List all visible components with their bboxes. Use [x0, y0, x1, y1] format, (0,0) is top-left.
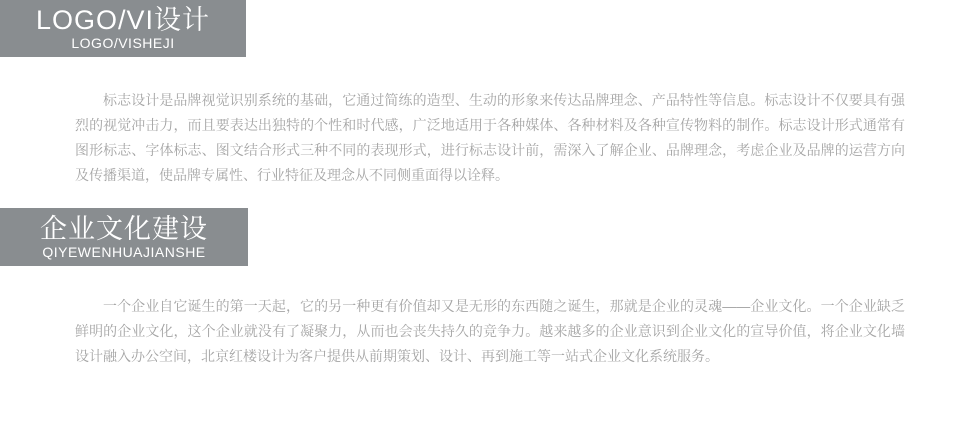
- section-subtitle-pinyin: LOGO/VISHEJI: [71, 35, 175, 51]
- section-paragraph: 一个企业自它诞生的第一天起，它的另一种更有价值却又是无形的东西随之诞生，那就是企业的灵魂——企业文化。一个企业缺乏鲜明的企业文化，这个企业就没有了凝聚力，从而也会丧失持久的竞争力。越来越多的企业意识到企业文化的宣导价值，将企业文化墙设计融入办公空间，北京红楼设计为客户提供从前期策划、设计、再到施工等一站式企业文化系统服务。: [75, 298, 905, 364]
- section-paragraph: 标志设计是品牌视觉识别系统的基础，它通过简练的造型、生动的形象来传达品牌理念、产品特性等信息。标志设计不仅要具有强烈的视觉冲击力，而且要表达出独特的个性和时代感，广泛地适用于各种媒体、各种材料及各种宣传物料的制作。标志设计形式通常有图形标志、字体标志、图文结合形式三种不同的表现形式，进行标志设计前，需深入了解企业、品牌理念，考虑企业及品牌的运营方向及传播渠道，使品牌专属性、行业特征及理念从不同侧重面得以诠释。: [75, 92, 905, 183]
- section-header-banner: [0, 0, 246, 57]
- section-subtitle-pinyin: QIYEWENHUAJIANSHE: [42, 243, 206, 260]
- section-title: 企业文化建设: [40, 213, 208, 244]
- section-title: LOGO/VI设计: [35, 5, 211, 35]
- section-header-banner: [0, 208, 248, 266]
